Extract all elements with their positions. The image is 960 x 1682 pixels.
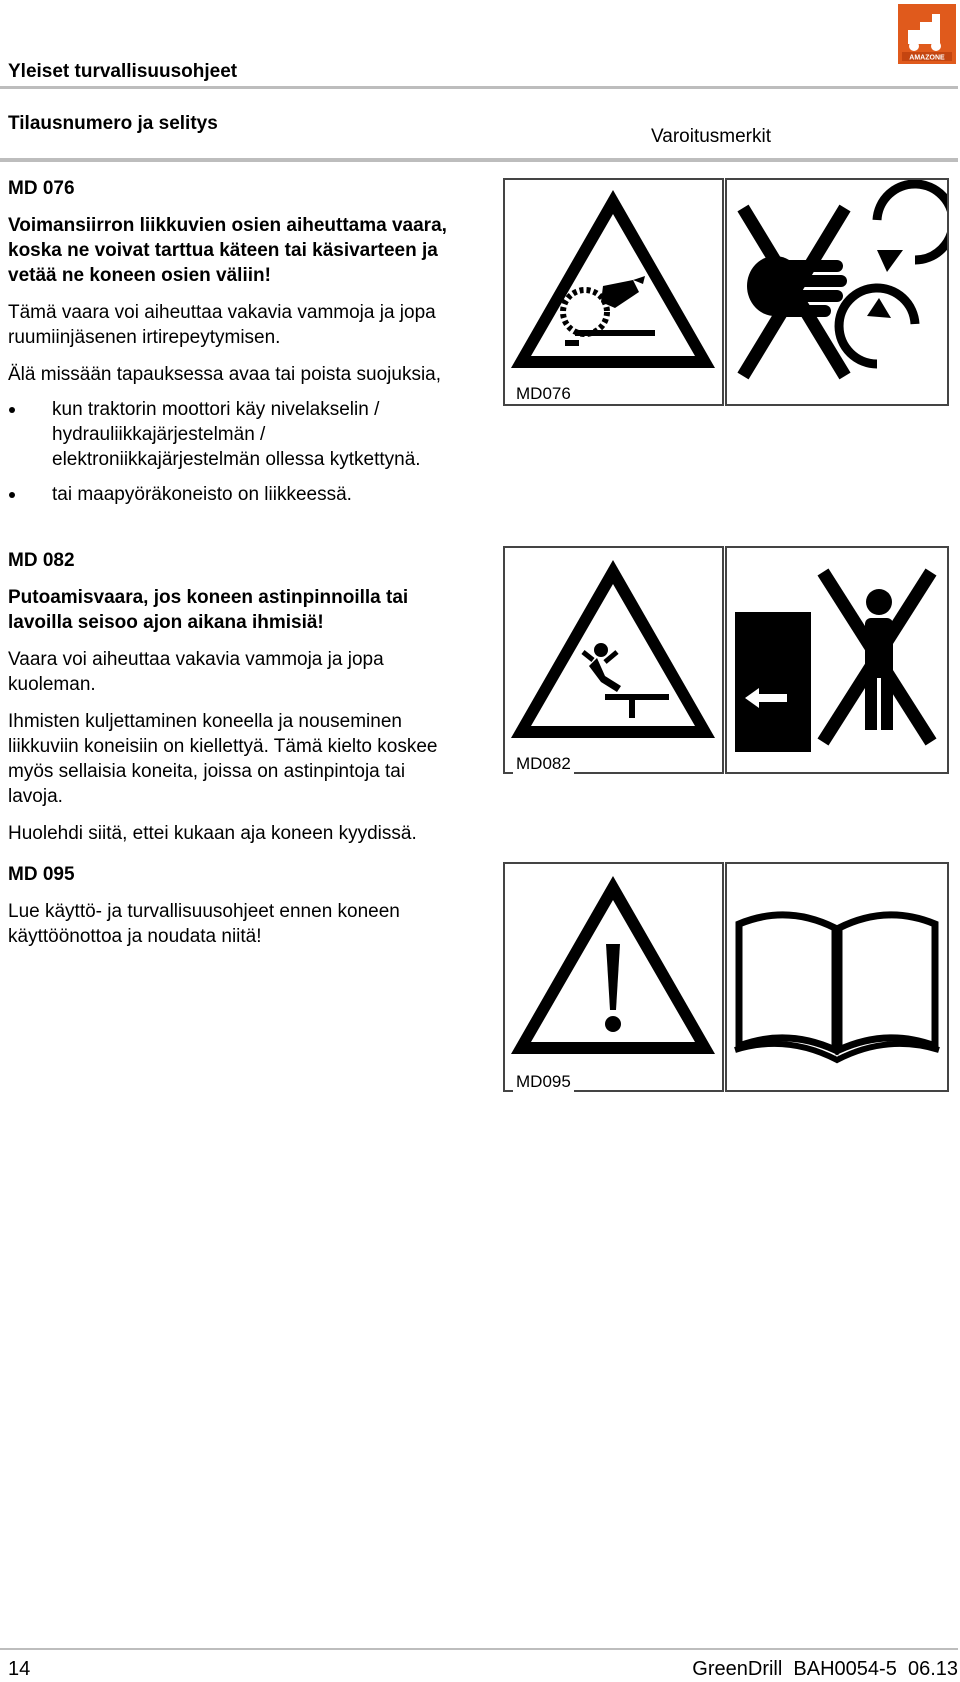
md082-sign (503, 546, 949, 776)
header-rule (0, 86, 958, 89)
md076-sign-code: MD076 (513, 384, 574, 404)
md095-sign-code: MD095 (513, 1072, 574, 1092)
table-header-rule (0, 158, 958, 162)
md076-hazard-panel (503, 178, 724, 406)
md095-instruction: Lue käyttö- ja turvallisuusohjeet ennen koneen käyttöönottoa ja noudata niitä! (8, 901, 400, 947)
md082-rule: Ihmisten kuljettaminen koneella ja nouseminen liikkuviin koneisiin on kiellettyä. Tämä kielto koskee myös sellaisia koneita, joissa on astinpintoja tai lavoja. (8, 711, 438, 807)
md095-block (8, 862, 458, 949)
md082-hazard-panel (503, 546, 724, 774)
list-item: tai maapyöräkoneisto on liikkeessä. (8, 482, 458, 507)
md082-prohibition-panel (725, 546, 949, 774)
md076-bullet-list (8, 397, 458, 507)
column-heading-description: Tilausnumero ja selitys (8, 113, 218, 134)
md082-block (8, 548, 458, 846)
falling-person-icon (594, 643, 608, 657)
md095-hazard-panel (503, 862, 724, 1092)
page-number: 14 (8, 1658, 31, 1680)
md082-code: MD 082 (8, 550, 75, 571)
person-icon (866, 589, 892, 615)
rotation-arrow-icon (877, 184, 947, 260)
list-item: kun traktorin moottori käy nivelakselin / hydrauliikkajärjestelmän / elektroniikkajärjestelmän ollessa kytkettynä. (8, 397, 458, 472)
md076-block (8, 176, 458, 507)
column-heading-signs: Varoitusmerkit (651, 126, 772, 147)
machine-icon (735, 612, 811, 752)
md076-instruction: Älä missään tapauksessa avaa tai poista suojuksia, (8, 364, 442, 385)
open-book-icon (727, 864, 947, 1090)
md095-code: MD 095 (8, 864, 75, 885)
md082-consequence: Vaara voi aiheuttaa vakavia vammoja ja jopa kuoleman. (8, 649, 384, 695)
logo-text: AMAZONE (909, 54, 945, 62)
section-title: Yleiset turvallisuusohjeet (8, 61, 238, 82)
document-reference: GreenDrill BAH0054-5 06.13 (692, 1658, 958, 1680)
md076-warning: Voimansiirron liikkuvien osien aiheuttama vaara, koska ne voivat tarttua käteen tai käsivarteen ja vetää ne koneen osien väliin! (8, 215, 447, 286)
md076-prohibition-panel (725, 178, 949, 406)
md082-sign-code: MD082 (513, 754, 574, 774)
rotation-arrow-icon (839, 288, 915, 364)
amazone-logo (898, 4, 956, 64)
footer-rule (0, 1648, 958, 1650)
md095-sign (503, 862, 949, 1094)
md076-consequence: Tämä vaara voi aiheuttaa vakavia vammoja ja jopa ruumiinjäsenen irtirepeytymisen. (8, 302, 436, 348)
md082-warning: Putoamisvaara, jos koneen astinpinnoilla tai lavoilla seisoo ajon aikana ihmisiä! (8, 587, 409, 633)
md076-sign (503, 178, 949, 408)
md082-instruction: Huolehdi siitä, ettei kukaan aja koneen kyydissä. (8, 823, 417, 844)
md076-code: MD 076 (8, 178, 75, 199)
md095-manual-panel (725, 862, 949, 1092)
